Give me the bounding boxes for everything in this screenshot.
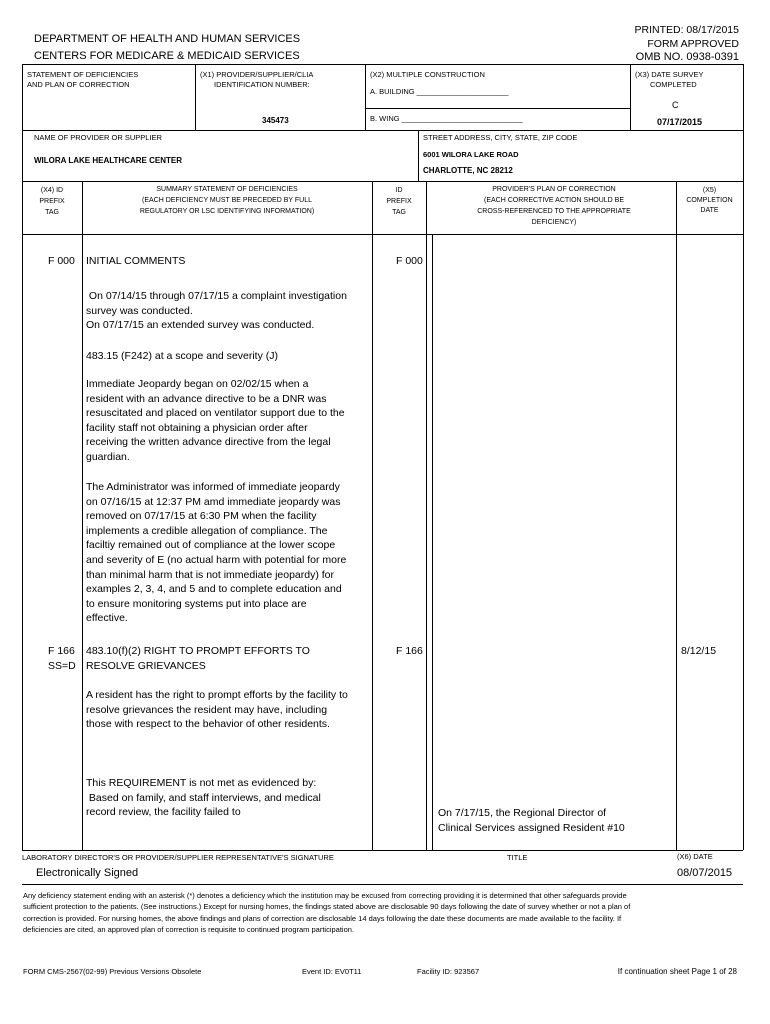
x1-label: (X1) PROVIDER/SUPPLIER/CLIA — [200, 70, 314, 79]
plan-header: PROVIDER'S PLAN OF CORRECTION — [492, 186, 616, 193]
city-state-zip: CHARLOTTE, NC 28212 — [423, 166, 513, 175]
x4-header: (X4) ID — [40, 187, 64, 194]
event-id: Event ID: EV0T11 — [302, 967, 362, 976]
statement-label-2: AND PLAN OF CORRECTION — [27, 80, 130, 89]
printed-date: PRINTED: 08/17/2015 — [634, 24, 739, 36]
x3-label: (X3) DATE SURVEY — [635, 70, 704, 79]
x1-label-2: IDENTIFICATION NUMBER: — [214, 80, 310, 89]
plan-text: On 7/17/15, the Regional Director of — [438, 807, 607, 819]
department-name: DEPARTMENT OF HEALTH AND HUMAN SERVICES — [34, 33, 301, 45]
provider-name-label: NAME OF PROVIDER OR SUPPLIER — [34, 133, 162, 142]
paragraph-requirement: This REQUIREMENT is not met as evidenced by: Based on family, and staff interviews, and medical record review, the facility failed to — [86, 777, 321, 819]
signature-date: 08/07/2015 — [677, 867, 733, 879]
statement-label: STATEMENT OF DEFICIENCIES — [27, 70, 139, 79]
paragraph-administrator: The Administrator was informed of immediate jeopardy on 07/16/15 at 12:37 PM amd immediate jeopardy was removed on 07/17/15 at 6:30 PM when the facility implements a credible allegation of compliance. The faciltiy remained out of compliance at the lower scope and severity of E (no actual harm with potential for more than minimal harm that is not immediate jeopardy) for examples 2, 3, 4, and 5 and to complete education and to ensure monitoring systems put into place are effective. — [86, 481, 347, 625]
signature-label: LABORATORY DIRECTOR'S OR PROVIDER/SUPPLIER REPRESENTATIVE'S SIGNATURE — [22, 853, 334, 862]
tag-f166-right: F 166 — [396, 645, 423, 657]
initial-comments-heading: INITIAL COMMENTS — [86, 255, 186, 267]
plan-text-2: Clinical Services assigned Resident #10 — [438, 822, 625, 834]
x3-label-2: COMPLETED — [650, 80, 697, 89]
electronic-signature: Electronically Signed — [36, 867, 139, 879]
survey-date: 07/17/2015 — [657, 117, 703, 127]
paragraph-right: A resident has the right to prompt efforts by the facility to resolve grievances the resident may have, including those with respect to the behavior of other residents. — [86, 689, 348, 731]
completion-date: 8/12/15 — [681, 645, 717, 657]
survey-code: C — [672, 100, 679, 110]
severity-code: SS=D — [48, 660, 76, 672]
paragraph-immediate-jeopardy: Immediate Jeopardy began on 02/02/15 when a resident with an advance directive to be a DNR was resuscitated and placed on ventilator support due to the facility staff not obtaining a physician order after receiving the written advance directive from the legal guardian. — [86, 378, 345, 463]
paragraph-survey: On 07/14/15 through 07/17/15 a complaint investigation survey was conducted. On 07/17/15 an extended survey was conducted. — [86, 290, 347, 332]
disclaimer-text: Any deficiency statement ending with an asterisk (*) denotes a deficiency which the institution may be excused from correcting providing it is determined that other safeguards provide sufficient protection to the patients. (See instructions.) Except for nursing homes, the findings stated above are disclosable 90 days following the date of survey whether or not a plan of correction is provided. For nursing homes, the above findings and plans of correction are disclosable 14 days following the date these documents are made available to the facility. If deficiencies are cited, an approved plan of correction is requisite to continued program participation. — [23, 891, 631, 935]
page-indicator: If continuation sheet Page 1 of 28 — [617, 967, 737, 976]
form-number: FORM CMS-2567(02-99) Previous Versions Obsolete — [23, 967, 202, 976]
x2-label: (X2) MULTIPLE CONSTRUCTION — [370, 70, 485, 79]
paragraph-scope: 483.15 (F242) at a scope and severity (J) — [86, 350, 279, 362]
wing-line: B. WING _____________________________ — [370, 114, 523, 123]
tag-f000: F 000 — [48, 255, 75, 267]
x5-header: (X5) — [702, 187, 717, 194]
id-prefix-header: ID — [395, 187, 403, 194]
address-label: STREET ADDRESS, CITY, STATE, ZIP CODE — [423, 133, 578, 142]
tag-f000-right: F 000 — [396, 255, 423, 267]
title-label: TITLE — [507, 853, 528, 862]
f166-title: 483.10(f)(2) RIGHT TO PROMPT EFFORTS TO — [86, 645, 310, 657]
f166-title-2: RESOLVE GRIEVANCES — [86, 660, 206, 672]
x6-date-label: (X6) DATE — [677, 852, 713, 861]
summary-header: SUMMARY STATEMENT OF DEFICIENCIES — [156, 186, 298, 193]
provider-name: WILORA LAKE HEALTHCARE CENTER — [34, 156, 182, 165]
centers-name: CENTERS FOR MEDICARE & MEDICAID SERVICES — [34, 50, 300, 62]
omb-number: OMB NO. 0938-0391 — [635, 51, 739, 63]
building-line: A. BUILDING ______________________ — [370, 87, 509, 96]
facility-id: Facility ID: 923567 — [417, 967, 480, 976]
provider-id-number: 345473 — [262, 116, 289, 125]
tag-f166: F 166 — [48, 645, 75, 657]
street-address: 6001 WILORA LAKE ROAD — [423, 150, 519, 159]
form-approved: FORM APPROVED — [647, 38, 739, 50]
